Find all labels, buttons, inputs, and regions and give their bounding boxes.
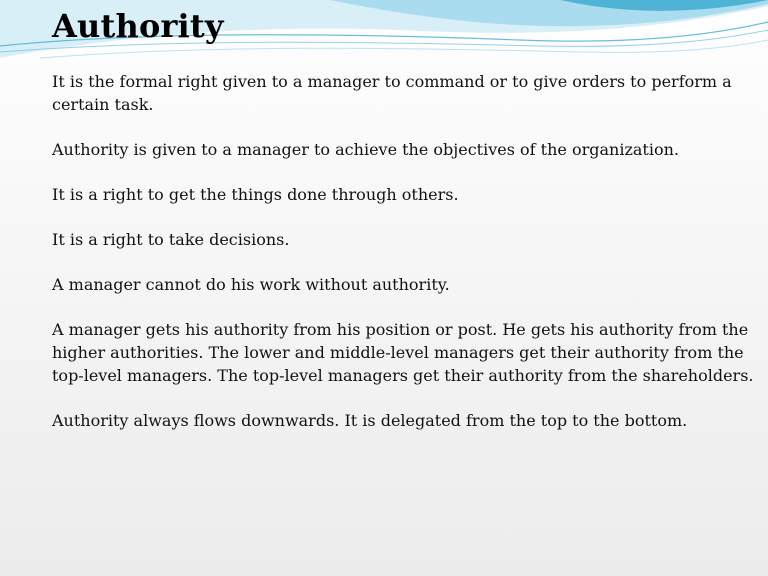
body-paragraph: It is the formal right given to a manager to command or to give orders to perform a certain task. [52, 72, 732, 114]
body-paragraph: Authority is given to a manager to achieve the objectives of the organization. [52, 140, 679, 159]
slide-title: Authority [52, 7, 224, 45]
body-paragraph: A manager gets his authority from his position or post. He gets his authority from the higher authorities. The lower and middle-level managers get their authority from the top-level managers. The top-level managers get their authority from the shareholders. [52, 320, 754, 385]
slide-body [52, 70, 760, 454]
body-paragraph: It is a right to get the things done through others. [52, 185, 459, 204]
body-paragraph: It is a right to take decisions. [52, 230, 290, 249]
body-paragraph: A manager cannot do his work without authority. [52, 275, 450, 294]
body-paragraph: Authority always flows downwards. It is delegated from the top to the bottom. [52, 411, 688, 430]
